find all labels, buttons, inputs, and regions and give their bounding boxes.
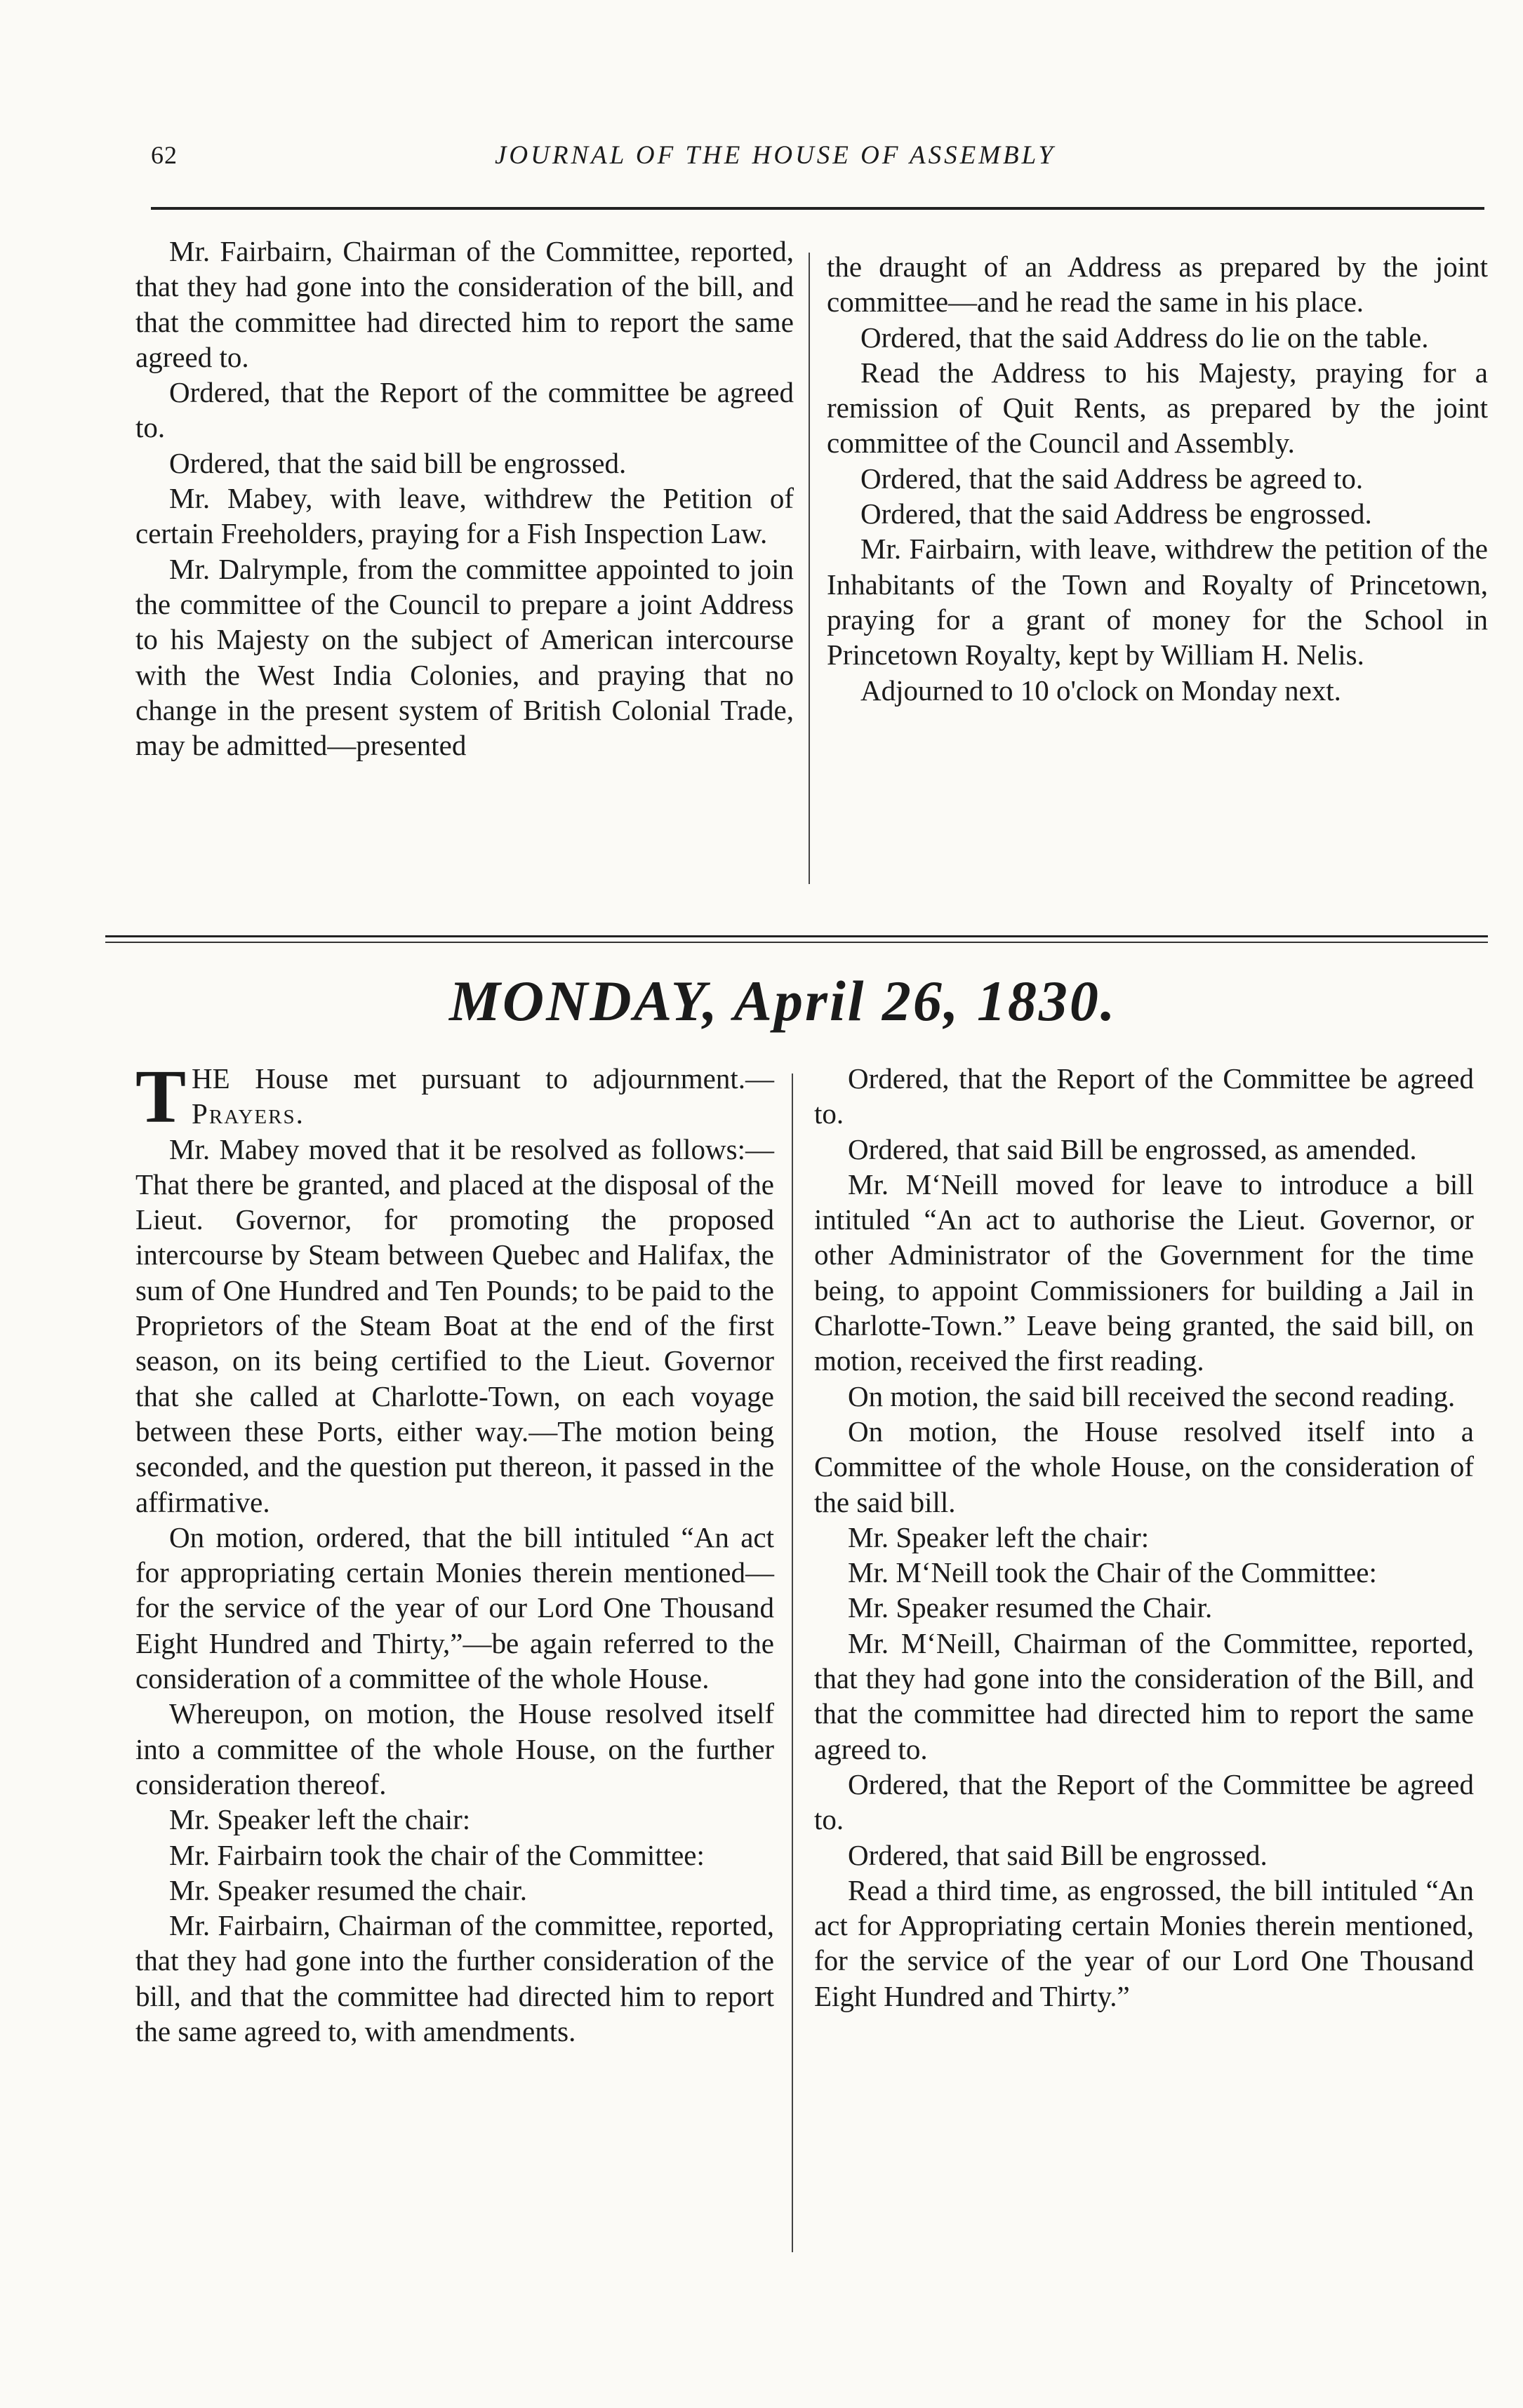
paragraph: On motion, the said bill received the second reading.: [848, 1379, 1456, 1412]
date-heading: MONDAY, April 26, 1830.: [449, 969, 1117, 1033]
paragraph: Read the Address to his Majesty, praying for a remission of Quit Rents, as prepared by the joint committee of the Council and Assembly.: [827, 356, 1488, 460]
paragraph: Mr. Speaker left the chair:: [169, 1803, 471, 1836]
paragraph: Mr. Fairbairn, Chairman of the Committee, reported, that they had gone into the consideration of the bill, and that the committee had directed him to report the same agreed to.: [135, 235, 794, 373]
drop-cap: T: [135, 1055, 187, 1139]
paragraph: On motion, the House resolved itself into a Committee of the whole House, on the consideration of the said bill.: [814, 1414, 1474, 1518]
section1-right-column: [827, 249, 1488, 708]
opening-paragraph: [135, 1055, 774, 1139]
running-head: JOURNAL OF THE HOUSE OF ASSEMBLY: [495, 141, 1056, 170]
paragraph: Whereupon, on motion, the House resolved itself into a committee of the whole House, on the further consideration thereof.: [135, 1697, 774, 1800]
paragraph: Ordered, that the said bill be engrossed.: [169, 446, 627, 479]
paragraph: Ordered, that said Bill be engrossed, as amended.: [848, 1132, 1417, 1165]
prayers-label: Prayers.: [192, 1097, 305, 1130]
section2-left-column: [135, 1055, 774, 2049]
paragraph: On motion, ordered, that the bill intituled “An act for appropriating certain Monies therein mentioned—for the service of the year of our Lord One Thousand Eight Hundred and Thirty,”—be again referred to the consideration of a committee of the whole House.: [135, 1520, 774, 1695]
page-number: 62: [151, 141, 178, 169]
paragraph: Mr. Speaker resumed the chair.: [169, 1873, 528, 1906]
column-divider: [792, 1073, 793, 2252]
paragraph: Ordered, that the Report of the Committee be agreed to.: [814, 1767, 1474, 1836]
paragraph: Ordered, that said Bill be engrossed.: [848, 1838, 1268, 1871]
column-divider: [809, 253, 810, 884]
paragraph: Mr. Mabey, with leave, withdrew the Petition of certain Freeholders, praying for a Fish Inspection Law.: [135, 482, 794, 550]
paragraph: Mr. M‘Neill moved for leave to introduce a bill intituled “An act to authorise the Lieut. Governor, or other Administrator of the Government for the time being, to appoint Commissioners for building a Jail in Charlotte-Town.” Leave being granted, the said bill, on motion, received the first reading.: [814, 1168, 1474, 1377]
paragraph: Mr. M‘Neill, Chairman of the Committee, reported, that they had gone into the consideration of the Bill, and that the committee had directed him to report the same agreed to.: [814, 1626, 1474, 1765]
paragraph: Ordered, that the said Address do lie on the table.: [860, 321, 1429, 354]
header-rule: [151, 207, 1484, 210]
paragraph: Mr. Fairbairn, with leave, withdrew the petition of the Inhabitants of the Town and Royalty of Princetown, praying for a grant of money for the School in Princetown Royalty, kept by William H. Nelis.: [827, 533, 1488, 671]
paragraph: Mr. M‘Neill took the Chair of the Committee:: [848, 1556, 1377, 1589]
section1-left-column: [135, 234, 794, 763]
section-rule: [105, 935, 1488, 943]
paragraph: Ordered, that the said Address be agreed to.: [860, 462, 1364, 495]
paragraph: Read a third time, as engrossed, the bill intituled “An act for Appropriating certain Monies therein mentioned, for the service of the year of our Lord One Thousand Eight Hundred and Thirty.”: [814, 1873, 1474, 2012]
paragraph: Ordered, that the Report of the committee be agreed to.: [135, 376, 794, 444]
paragraph: Mr. Fairbairn took the chair of the Committee:: [169, 1838, 705, 1871]
paragraph: Mr. Speaker left the chair:: [848, 1520, 1150, 1553]
paragraph: the draught of an Address as prepared by the joint committee—and he read the same in his place.: [827, 250, 1488, 319]
paragraph: Mr. Dalrymple, from the committee appointed to join the committee of the Council to prepare a joint Address to his Majesty on the subject of American intercourse with the West India Colonies, and praying that no change in the present system of British Colonial Trade, may be admitted—presented: [135, 552, 794, 762]
section2-right-column: [814, 1061, 1474, 2014]
opening-text: HE House met pursuant to adjournment.—: [192, 1062, 774, 1095]
paragraph: Ordered, that the said Address be engrossed.: [860, 497, 1372, 530]
paragraph: Mr. Speaker resumed the Chair.: [848, 1591, 1213, 1624]
paragraph: Ordered, that the Report of the Committee be agreed to.: [814, 1062, 1474, 1130]
paragraph: Mr. Mabey moved that it be resolved as follows:—That there be granted, and placed at the disposal of the Lieut. Governor, for promoting the proposed intercourse by Steam between Quebec and Halifax, the sum of One Hundred and Ten Pounds; to be paid to the Proprietors of the Steam Boat at the end of the first season, on its being certified to the Lieut. Governor that she called at Charlotte-Town, on each voyage between these Ports, either way.—The motion being seconded, and the question put thereon, it passed in the affirmative.: [135, 1132, 774, 1518]
paragraph: Adjourned to 10 o'clock on Monday next.: [860, 674, 1341, 707]
paragraph: Mr. Fairbairn, Chairman of the committee, reported, that they had gone into the further consideration of the bill, and that the committee had directed him to report the same agreed to, with amendments.: [135, 1909, 774, 2048]
page-header: [151, 140, 1484, 182]
